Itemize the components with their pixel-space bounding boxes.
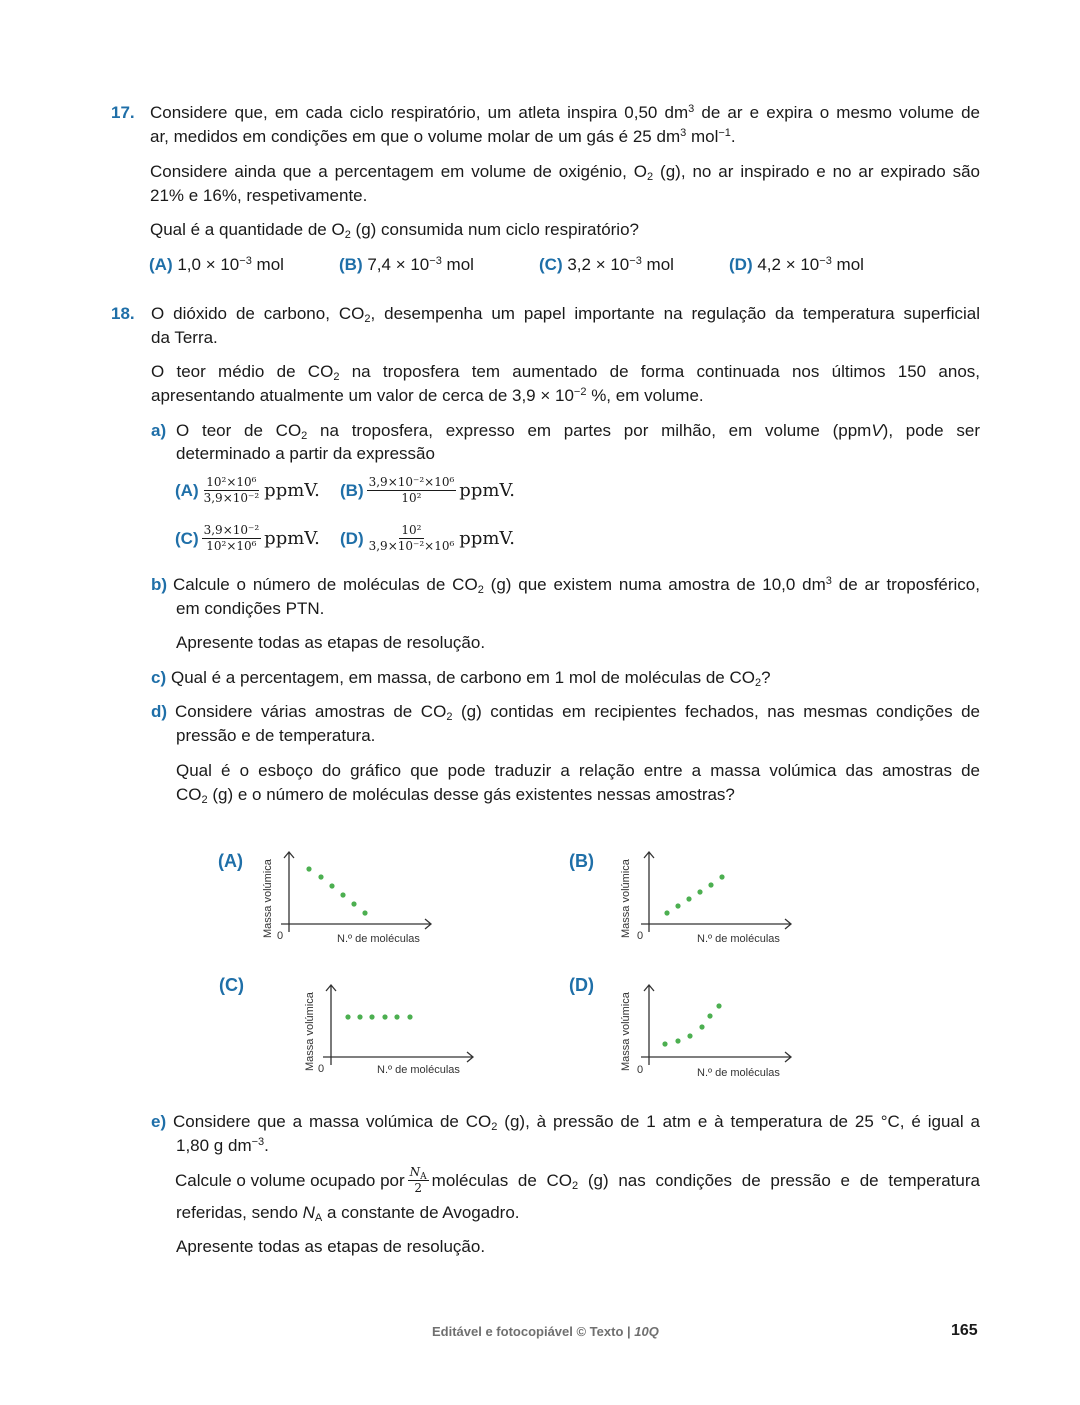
graph-b <box>615 842 805 948</box>
origin-label: 0 <box>637 930 644 942</box>
y-axis <box>641 852 791 932</box>
q17-line2: ar, medidos em condições em que o volume molar de um gás é 25 $dm^3$ mol$^{-1}$. <box>150 127 736 146</box>
data-points <box>662 1003 721 1046</box>
q18e-instruction: Apresente todas as etapas de resolução. <box>176 1237 486 1256</box>
y-axis-label: Massa volúmica <box>620 992 632 1071</box>
data-points <box>306 866 367 915</box>
graph-d <box>615 975 805 1081</box>
x-axis-label: N.º de moléculas <box>697 1067 780 1079</box>
q18a-option-b[interactable]: (B) $\frac{\text{3,9×10⁻²×10⁶}}{\text{10²}}$ ppmV. <box>340 475 515 505</box>
y-axis-label: Massa volúmica <box>304 992 316 1071</box>
q18-p2-line2: apresentando atualmente um valor de cerca de $3,9 \times 10^{-2}$ %, em volume. <box>151 386 704 405</box>
q17-option-d[interactable]: (D) $4,2 \times 10^{-3}$ mol <box>729 255 864 274</box>
na-over-2-fraction: $\frac{N_A}{2}$ <box>409 1165 427 1195</box>
q18a-option-d[interactable]: (D) $\frac{\text{10²}}{\text{3,9×10⁻²×10⁶}}$ ppmV. <box>340 523 515 553</box>
q17-para2-line2: 21% e 16%, respetivamente. <box>150 186 368 205</box>
q17-line1: Considere que, em cada ciclo respiratório, um atleta inspira 0,50 $dm^3$ de ar e expira o mesmo volume de <box>150 103 980 122</box>
y-axis-label: Massa volúmica <box>620 859 632 938</box>
q18-number: 18. <box>111 304 135 323</box>
graph-d-label[interactable]: (D) <box>569 975 594 995</box>
q18a-label: a) <box>151 421 167 440</box>
q18e-calc-line2: referidas, sendo $N_A$ a constante de Avogadro. <box>176 1203 520 1224</box>
q18a-line1: O teor de $CO_2$ na troposfera, expresso em partes por milhão, em volume (ppmV), pode ser <box>176 421 980 442</box>
q17-question: Qual é a quantidade de $O_2$ (g) consumida num ciclo respiratório? <box>150 220 639 241</box>
graph-a <box>255 842 445 948</box>
data-points <box>664 874 724 915</box>
y-axis <box>641 985 791 1065</box>
q18d-line1: Considere várias amostras de $CO_2$ (g) contidas em recipientes fechados, nas mesmas condições de <box>175 702 981 723</box>
q18d-label: d) <box>151 702 168 721</box>
origin-label: 0 <box>318 1063 325 1075</box>
q18d-question-line2: $CO_2$ (g) e o número de moléculas desse gás existentes nessas amostras? <box>176 785 735 806</box>
x-axis-label: N.º de moléculas <box>697 933 780 945</box>
q18d-line2: pressão e de temperatura. <box>176 726 376 745</box>
q17-option-a[interactable]: (A) $1,0 \times 10^{-3}$ mol <box>149 255 284 274</box>
footer-credit: Editável e fotocopiável © Texto | 10Q <box>432 1324 659 1339</box>
q18a-line2: determinado a partir da expressão <box>176 444 435 463</box>
page-number: 165 <box>951 1322 978 1339</box>
y-axis <box>323 985 473 1065</box>
q17-para2-line1: Considere ainda que a percentagem em volume de oxigénio, $O_2$ (g), no ar inspirado e no ar expirado são <box>150 162 980 183</box>
origin-label: 0 <box>637 1064 644 1076</box>
q18b-line1: Calcule o número de moléculas de $CO_2$ (g) que existem numa amostra de 10,0 $dm^3$ de ar troposférico, <box>173 575 980 596</box>
y-axis-label: Massa volúmica <box>262 859 274 938</box>
graph-c-label[interactable]: (C) <box>219 975 244 995</box>
y-axis <box>281 852 431 932</box>
q17-option-b[interactable]: (B) $7,4 \times 10^{-3}$ mol <box>339 255 474 274</box>
q18b-label: b) <box>151 575 168 594</box>
q17-number: 17. <box>111 103 135 122</box>
graph-a-label[interactable]: (A) <box>218 851 243 871</box>
q18e-label: e) <box>151 1112 167 1131</box>
q17-option-c[interactable]: (C) $3,2 \times 10^{-3}$ mol <box>539 255 674 274</box>
q18b-line2: em condições PTN. <box>176 599 325 618</box>
q18e-calc-line1: Calcule o volume ocupado por $\frac{N_A}{2}$ moléculas de $CO_2$ (g) nas condições de pressão e de temperatura <box>175 1165 980 1195</box>
q18e-line1: Considere que a massa volúmica de $CO_2$ (g), à pressão de 1 atm e à temperatura de 25 °C, é igual a <box>173 1112 981 1133</box>
q18-p2-line1: O teor médio de $CO_2$ na troposfera tem aumentado de forma continuada nos últimos 150 anos, <box>151 362 980 383</box>
graph-b-label[interactable]: (B) <box>569 851 594 871</box>
q18c-text: Qual é a percentagem, em massa, de carbono em 1 mol de moléculas de $CO_2$? <box>171 668 771 689</box>
data-points <box>345 1014 412 1019</box>
graph-c <box>297 975 487 1081</box>
origin-label: 0 <box>277 930 284 942</box>
q18b-instruction: Apresente todas as etapas de resolução. <box>176 633 486 652</box>
x-axis-label: N.º de moléculas <box>377 1064 460 1076</box>
q18a-option-c[interactable]: (C) $\frac{\text{3,9×10⁻²}}{\text{10²×10⁶}}$ ppmV. <box>175 523 320 553</box>
x-axis-label: N.º de moléculas <box>337 933 420 945</box>
q18c-label: c) <box>151 668 167 687</box>
q18a-option-a[interactable]: (A) $\frac{\text{10²×10⁶}}{\text{3,9×10⁻²}}$ ppmV. <box>175 475 320 505</box>
q18e-line2: 1,80 g $dm^{-3}$. <box>176 1136 269 1155</box>
q18-intro-line1: O dióxido de carbono, $CO_2$, desempenha um papel importante na regulação da temperatura superficial <box>151 304 981 325</box>
q18d-question-line1: Qual é o esboço do gráfico que pode traduzir a relação entre a massa volúmica das amostras de <box>176 761 980 780</box>
q18-intro-line2: da Terra. <box>151 328 218 347</box>
